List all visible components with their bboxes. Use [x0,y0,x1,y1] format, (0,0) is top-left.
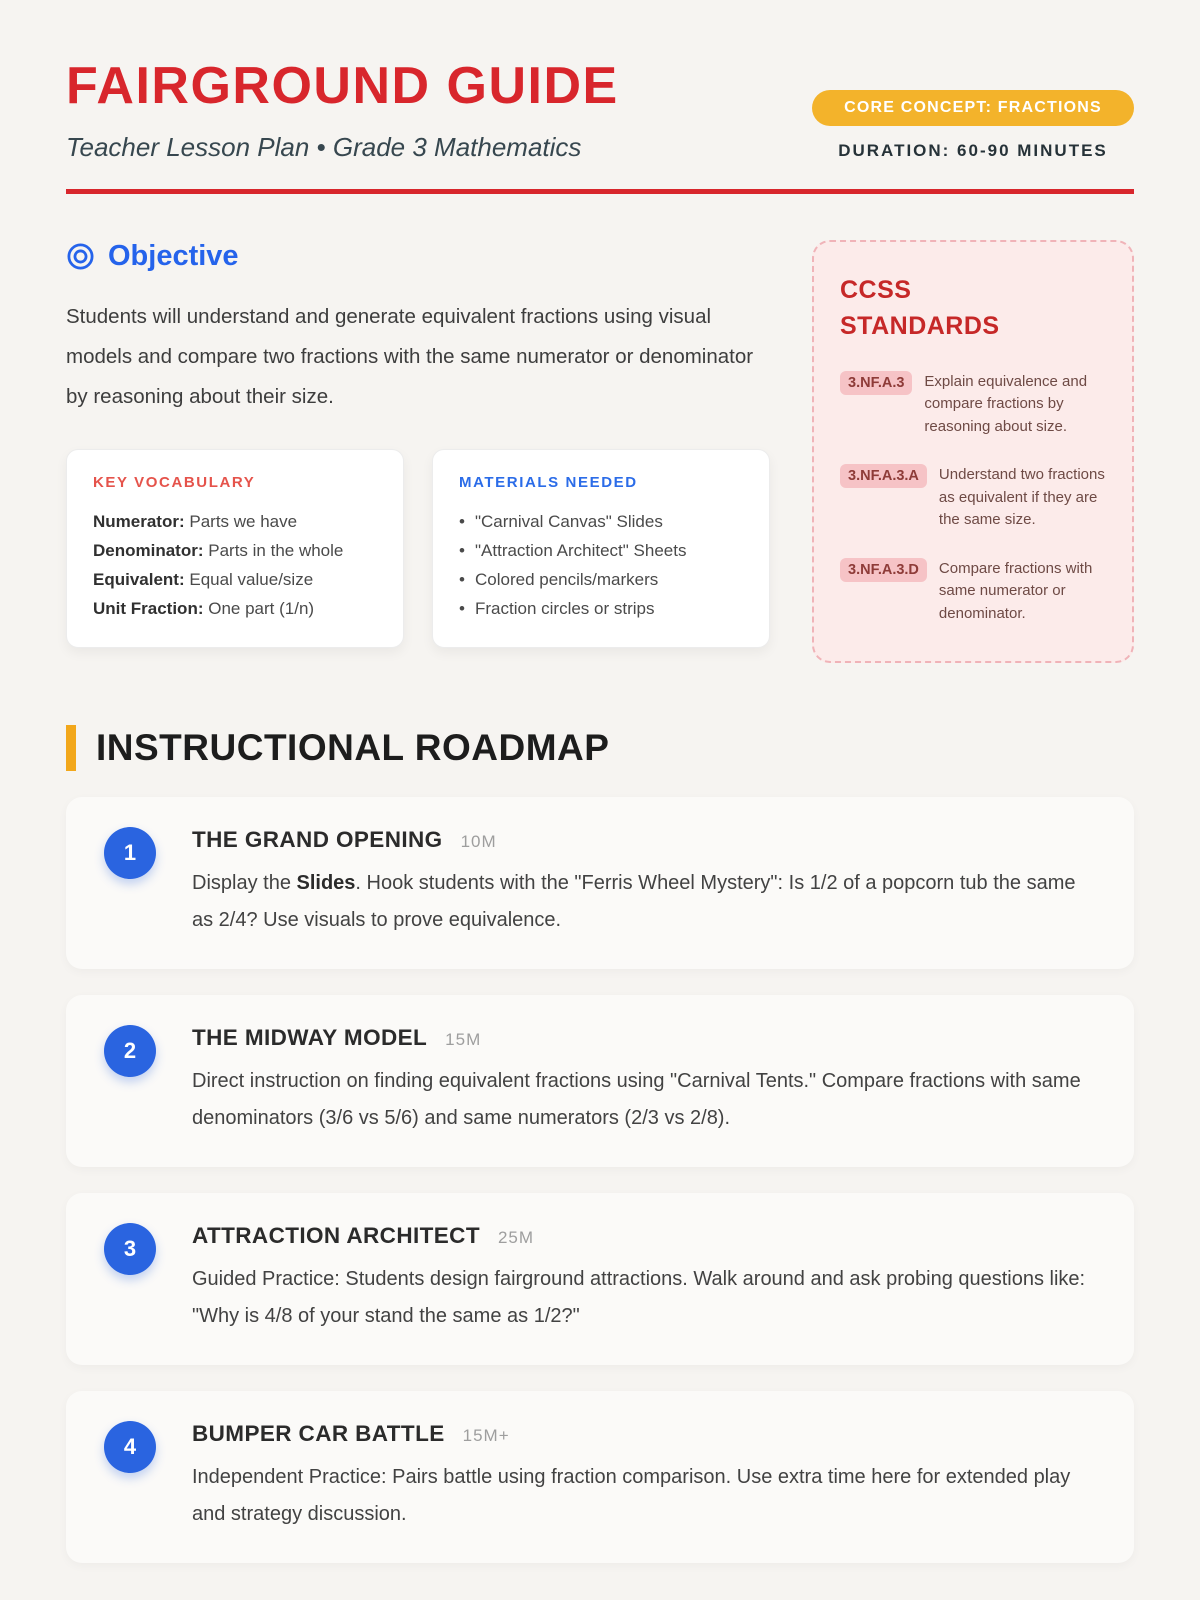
core-concept-badge: CORE CONCEPT: FRACTIONS [812,90,1134,126]
step-description [192,865,1096,939]
step-description [192,1261,1096,1335]
step-description [192,1459,1096,1533]
vocab-definition: Parts we have [189,511,298,531]
step-title: THE GRAND OPENING [192,827,443,852]
step-duration: 15M [445,1030,482,1049]
step-card [66,1391,1134,1563]
step-description [192,1063,1096,1137]
step-title: ATTRACTION ARCHITECT [192,1223,480,1248]
materials-item: • Fraction circles or strips [459,594,743,623]
standard-code-badge: 3.NF.A.3.D [840,558,927,582]
step-title-row [192,1025,1096,1051]
step-duration: 10M [460,832,497,851]
vocab-definition: Parts in the whole [208,540,344,560]
materials-card [432,449,770,648]
info-cards-row [66,449,770,648]
step-duration: 25M [497,1228,535,1247]
step-number-badge: 1 [104,827,156,879]
vocab-item [93,565,377,594]
step-title-row [192,1223,1096,1249]
duration-label: DURATION: 60-90 MINUTES [838,141,1108,160]
step-body [192,1421,1096,1533]
step-duration: 15M+ [462,1426,510,1445]
standard-text: Compare fractions with same numerator or denominator. [938,559,1093,622]
vocab-term: Numerator: [93,511,185,531]
vocab-definition: One part (1/n) [208,598,315,618]
vocab-item [93,536,377,565]
step-number-badge: 2 [104,1025,156,1077]
main-content [66,240,1134,663]
objective-text: Students will understand and generate equivalent fractions using visual models and compare two fractions with the same numerator or denominator by reasoning about their size. [66,305,754,408]
red-divider [66,189,1134,194]
roadmap-heading-row [66,725,1134,771]
objective-heading: Objective [108,240,239,272]
target-icon [66,242,95,271]
vocabulary-card [66,449,404,648]
standard-row [840,464,1106,532]
standard-code-badge: 3.NF.A.3 [840,371,912,395]
step-desc-pre: Guided Practice: Students design fairground attractions. Walk around and ask probing questions like: "Why is 4/8 of your stand the same as 1/2?" [192,1268,1086,1327]
vocab-term: Denominator: [93,540,204,560]
step-title: BUMPER CAR BATTLE [192,1421,445,1446]
standard-text: Explain equivalence and compare fractions by reasoning about size. [924,372,1088,435]
standard-code-badge: 3.NF.A.3.A [840,464,927,488]
vocab-term: Equivalent: [93,569,185,589]
instructional-roadmap-section [66,725,1134,1563]
vocab-term: Unit Fraction: [93,598,204,618]
step-number-badge: 4 [104,1421,156,1473]
step-title-row [192,1421,1096,1447]
step-desc-pre: Direct instruction on finding equivalent fractions using "Carnival Tents." Compare fractions with same denominators (3/6 vs 5/6) and same numerators (2/3 vs 2/8). [192,1070,1081,1129]
step-card [66,995,1134,1167]
step-number-badge: 3 [104,1223,156,1275]
standards-card [812,240,1134,663]
step-card [66,1193,1134,1365]
step-body [192,1025,1096,1137]
standard-text: Understand two fractions as equivalent if they are the same size. [938,466,1105,528]
materials-item: • "Attraction Architect" Sheets [459,536,743,565]
page-header [66,56,1134,163]
step-title-row [192,827,1096,853]
standard-row [840,558,1106,626]
vocab-item [93,594,377,623]
vocab-definition: Equal value/size [189,569,314,589]
materials-item: • "Carnival Canvas" Slides [459,507,743,536]
materials-item: • Colored pencils/markers [459,565,743,594]
page-subtitle: Teacher Lesson Plan • Grade 3 Mathematics [66,132,582,162]
page-title: FAIRGROUND GUIDE [66,57,619,115]
step-desc-post: . Hook students with the "Ferris Wheel Mystery": Is 1/2 of a popcorn tub the same as 2/4? Use visuals to prove equivalence. [192,872,1076,931]
header-left [66,56,619,163]
vocabulary-heading: KEY VOCABULARY [93,473,256,491]
step-desc-pre: Display the [192,872,297,894]
step-desc-pre: Independent Practice: Pairs battle using fraction comparison. Use extra time here for extended play and strategy discussion. [192,1466,1071,1525]
left-column [66,240,770,648]
materials-heading: MATERIALS NEEDED [459,473,638,491]
step-title: THE MIDWAY MODEL [192,1025,428,1050]
step-body [192,1223,1096,1335]
objective-heading-row [66,240,770,273]
roadmap-heading: INSTRUCTIONAL ROADMAP [96,727,610,768]
standard-row [840,371,1106,439]
materials-list [459,507,743,623]
standards-heading: CCSS STANDARDS [840,276,1000,341]
vocab-item [93,507,377,536]
header-right [812,90,1134,161]
roadmap-accent-bar [66,725,76,771]
step-desc-bold: Slides [296,872,356,894]
step-card [66,797,1134,969]
step-body [192,827,1096,939]
